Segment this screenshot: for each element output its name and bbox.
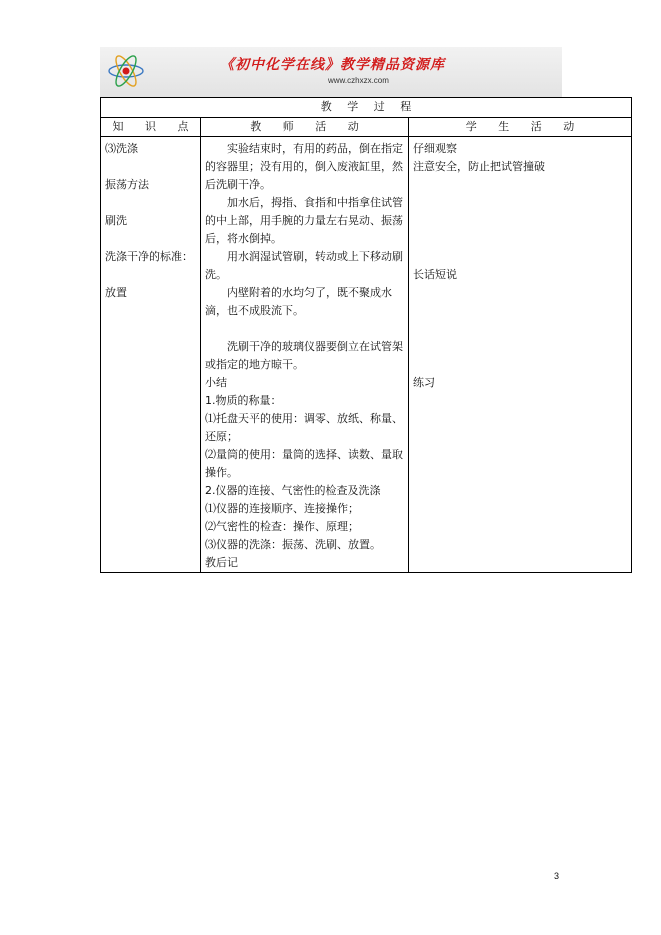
student-line: 练习 <box>413 376 435 389</box>
table-main-header-row <box>101 98 632 118</box>
column-header-knowledge: 知 识 点 <box>101 118 201 137</box>
teacher-line: 用水润湿试管刷，转动或上下移动刷洗。 <box>205 250 403 281</box>
banner-url: www.czhxzx.com <box>328 76 389 85</box>
knowledge-point: 洗涤干净的标准： <box>105 250 193 263</box>
column-header-teacher: 教 师 活 动 <box>201 118 409 137</box>
knowledge-point: 振荡方法 <box>105 178 149 191</box>
teacher-line: 教后记 <box>205 556 238 569</box>
table-main-header: 教 学 过 程 <box>101 98 632 118</box>
teacher-line: 实验结束时，有用的药品，倒在指定的容器里；没有用的，倒入废液缸里，然后洗刷干净。 <box>205 142 403 191</box>
teacher-line: 加水后，拇指、食指和中指拿住试管的中上部，用手腕的力量左右晃动、振荡后，将水倒掉。 <box>205 196 403 245</box>
table-column-header-row <box>101 118 632 137</box>
teacher-line: 洗刷干净的玻璃仪器要倒立在试管架或指定的地方晾干。 <box>205 340 403 371</box>
teacher-line: ⑵气密性的检查：操作、原理； <box>205 520 359 533</box>
teacher-line: ⑶仪器的洗涤：振荡、洗刷、放置。 <box>205 538 381 551</box>
knowledge-points-cell <box>101 137 201 573</box>
header-banner <box>100 47 562 97</box>
student-activity-cell <box>409 137 632 573</box>
banner-title: 《初中化学在线》教学精品资源库 <box>220 57 445 73</box>
lesson-table <box>100 97 632 573</box>
student-line: 仔细观察 <box>413 142 457 155</box>
teacher-line: 2.仪器的连接、气密性的检查及洗涤 <box>205 484 381 497</box>
table-body-row <box>101 137 632 573</box>
teacher-line: 1.物质的称量： <box>205 394 282 407</box>
knowledge-point: ⑶洗涤 <box>105 142 138 155</box>
teacher-line: ⑴托盘天平的使用：调零、放纸、称量、还原； <box>205 412 403 443</box>
student-line: 注意安全，防止把试管撞破 <box>413 160 545 173</box>
student-line: 长话短说 <box>413 268 457 281</box>
teacher-line: 内壁附着的水均匀了，既不聚成水滴，也不成股流下。 <box>205 286 392 317</box>
page-number: 3 <box>554 871 560 881</box>
column-header-student: 学 生 活 动 <box>409 118 632 137</box>
teacher-activity-cell <box>201 137 409 573</box>
teacher-line: ⑵量筒的使用：量筒的选择、读数、量取操作。 <box>205 448 403 479</box>
teacher-line: 小结 <box>205 376 227 389</box>
atom-icon <box>106 51 146 91</box>
knowledge-point: 刷洗 <box>105 214 127 227</box>
teacher-line: ⑴仪器的连接顺序、连接操作； <box>205 502 359 515</box>
knowledge-point: 放置 <box>105 286 127 299</box>
